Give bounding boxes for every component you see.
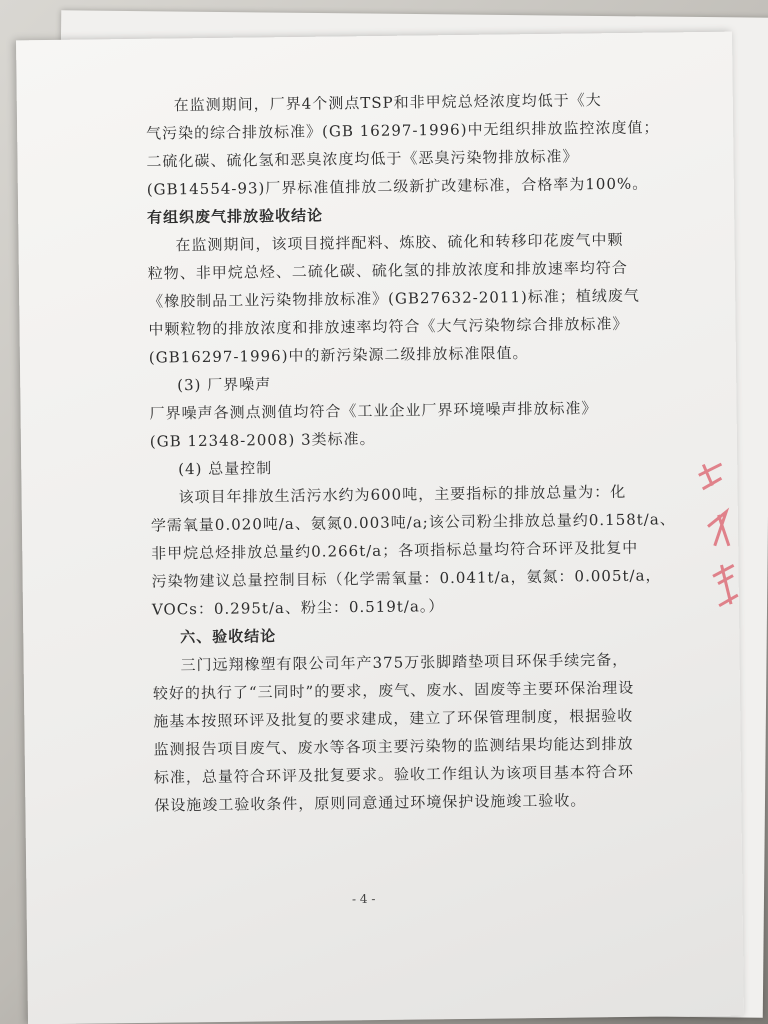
paragraph-line: 标准，总量符合环评及批复要求。验收工作组认为该项目基本符合环 (153, 762, 635, 787)
paragraph-line: (GB14554-93)厂界标准值排放二级新扩改建标准，合格率为100%。 (146, 174, 649, 199)
section-heading: (3) 厂界噪声 (177, 375, 272, 395)
paragraph-line: 学需氧量0.020吨/a、氨氮0.003吨/a;该公司粉尘排放总量约0.158t/a、 (150, 510, 676, 535)
paragraph-line: 二硫化碳、硫化氢和恶臭浓度均低于《恶臭污染物排放标准》 (146, 147, 579, 171)
paragraph-line: 中颗粒物的排放浓度和排放速率均符合《大气污染物综合排放标准》 (148, 314, 629, 339)
paragraph-line: 保设施竣工验收条件，原则同意通过环境保护设施竣工验收。 (154, 791, 587, 815)
paragraph-line: 污染物建议总量控制目标（化学需氧量：0.041t/a，氨氮：0.005t/a， (151, 566, 662, 591)
paragraph-line: 非甲烷总烃排放总量约0.266t/a；各项指标总量均符合环评及批复中 (151, 538, 639, 563)
section-heading: 六、验收结论 (180, 627, 277, 647)
section-heading: (4) 总量控制 (178, 459, 273, 479)
page-number: - 4 - (351, 891, 376, 907)
paragraph-line: 厂界噪声各测点测值均符合《工业企业厂界环境噪声排放标准》 (149, 399, 598, 423)
document-body (146, 84, 745, 819)
section-heading: 有组织废气排放验收结论 (147, 206, 324, 227)
paragraph-line: 三门远翔橡塑有限公司年产375万张脚踏垫项目环保手续完备， (180, 650, 629, 675)
paragraph-line: 施基本按照环评及批复的要求建成，建立了环保管理制度，根据验收 (153, 706, 634, 731)
paragraph-line: VOCs：0.295t/a、粉尘：0.519t/a。） (151, 597, 445, 619)
paragraph-line: (GB 12348-2008) 3类标准。 (149, 429, 376, 451)
paragraph-line: 在监测期间，厂界4个测点TSP和非甲烷总烃浓度均低于《大 (173, 91, 602, 115)
paragraph-line: 较好的执行了“三同时”的要求，废气、废水、固废等主要环保治理设 (152, 678, 635, 703)
paragraph-line: 监测报告项目废气、废水等各项主要污染物的监测结果均能达到排放 (153, 734, 634, 759)
paragraph-line: 气污染的综合排放标准》(GB 16297-1996)中无组织排放监控浓度值； (145, 118, 660, 143)
paragraph-line: 粒物、非甲烷总烃、二硫化碳、硫化氢的排放浓度和排放速率均符合 (147, 258, 628, 283)
paragraph-line: 该项目年排放生活污水约为600吨，主要指标的排放总量为：化 (178, 482, 627, 507)
paragraph-line: (GB16297-1996)中的新污染源二级排放标准限值。 (148, 343, 529, 367)
paragraph-line: 《橡胶制品工业污染物排放标准》(GB27632-2011)标准；植绒废气 (148, 286, 640, 311)
paragraph-line: 在监测期间，该项目搅拌配料、炼胶、硫化和转移印花废气中颗 (175, 230, 624, 255)
